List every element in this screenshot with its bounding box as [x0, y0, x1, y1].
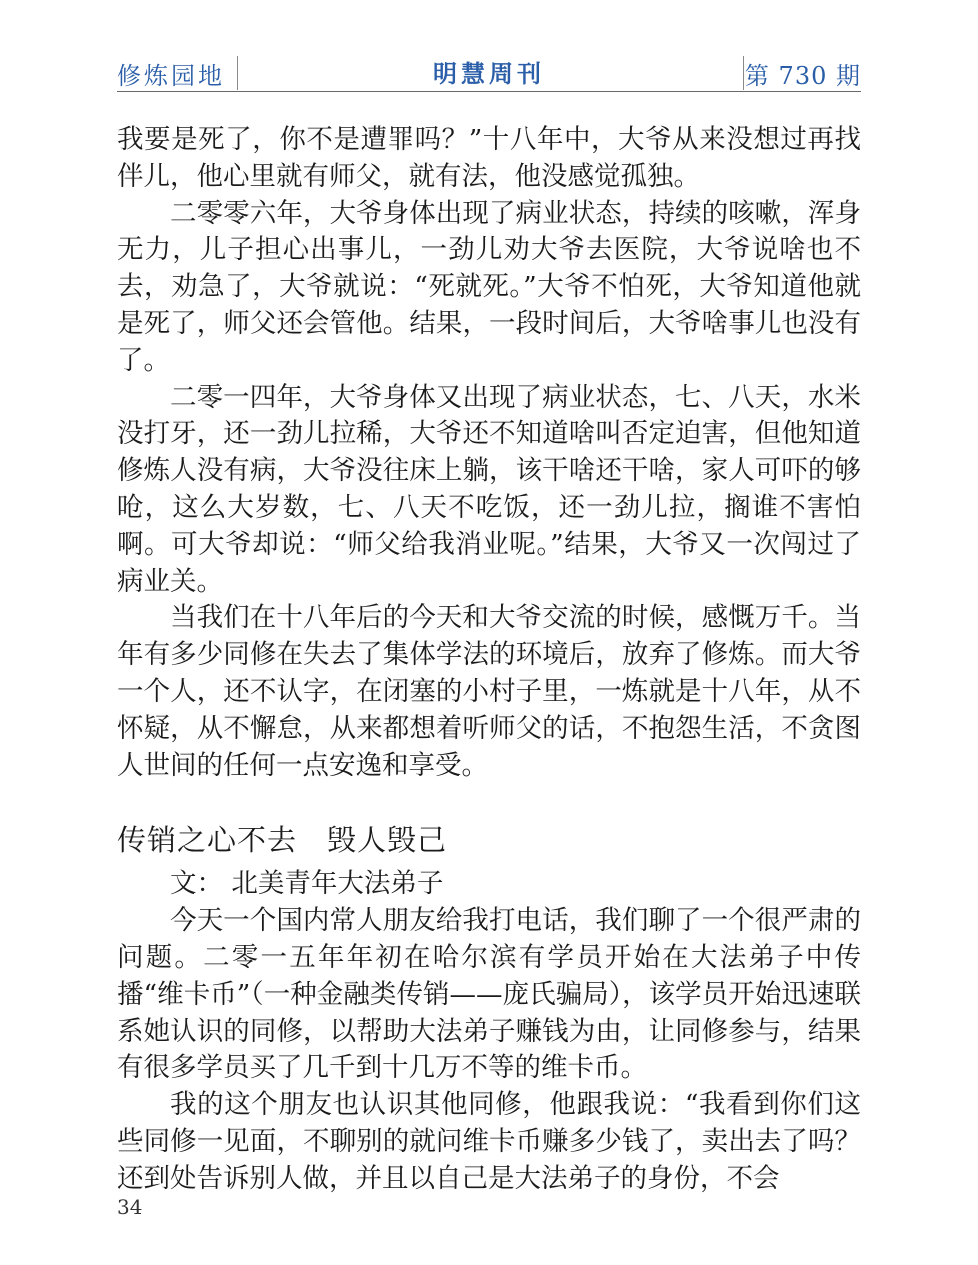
section-label: 修炼园地 — [117, 62, 225, 90]
page-number: 34 — [117, 1195, 143, 1219]
header-rule — [117, 91, 861, 92]
header-divider-right — [743, 56, 744, 90]
article-title: 传销之心不去 毁人毁己 — [117, 823, 448, 858]
paragraph: 我的这个朋友也认识其他同修，他跟我说：“我看到你们这些同修一见面，不聊别的就问维卡币赚多少钱了，卖出去了吗？还到处告诉别人做，并且以自己是大法弟子的身份，不会 — [117, 1089, 861, 1194]
publication-title: 明慧周刊 — [433, 60, 545, 88]
page-header — [117, 48, 861, 92]
paragraph: 二零零六年，大爷身体出现了病业状态，持续的咳嗽，浑身无力，儿子担心出事儿，一劲儿劝大爷去医院，大爷说啥也不去，劝急了，大爷就说：“死就死。”大爷不怕死，大爷知道他就是死了，师父还会管他。结果，一段时间后，大爷啥事儿也没有了。 — [117, 197, 861, 376]
paragraph: 当我们在十八年后的今天和大爷交流的时候，感慨万千。当年有多少同修在失去了集体学法的环境后，放弃了修炼。而大爷一个人，还不认字，在闭塞的小村子里，一炼就是十八年，从不怀疑，从不懈怠，从来都想着听师父的话，不抱怨生活，不贪图人世间的任何一点安逸和享受。 — [117, 602, 861, 781]
issue-number: 第 730 期 — [744, 62, 861, 90]
paragraph: 我要是死了，你不是遭罪吗？”十八年中，大爷从来没想过再找伴儿，他心里就有师父，就有法，他没感觉孤独。 — [117, 124, 861, 192]
paragraph: 今天一个国内常人朋友给我打电话，我们聊了一个很严肃的问题。二零一五年年初在哈尔滨有学员开始在大法弟子中传播“维卡币”（一种金融类传销——庞氏骗局），该学员开始迅速联系她认识的同修，以帮助大法弟子赚钱为由，让同修参与，结果有很多学员买了几千到十几万不等的维卡币。 — [117, 905, 861, 1084]
page-body — [117, 122, 861, 1198]
article-byline: 文： 北美青年大法弟子 — [170, 868, 444, 900]
paragraph: 二零一四年，大爷身体又出现了病业状态，七、八天，水米没打牙，还一劲儿拉稀，大爷还不知道啥叫否定迫害，但他知道修炼人没有病，大爷没往床上躺，该干啥还干啥，家人可吓的够呛，这么大岁数，七、八天不吃饭，还一劲儿拉，搁谁不害怕啊。可大爷却说：“师父给我消业呢。”结果，大爷又一次闯过了病业关。 — [117, 381, 861, 597]
